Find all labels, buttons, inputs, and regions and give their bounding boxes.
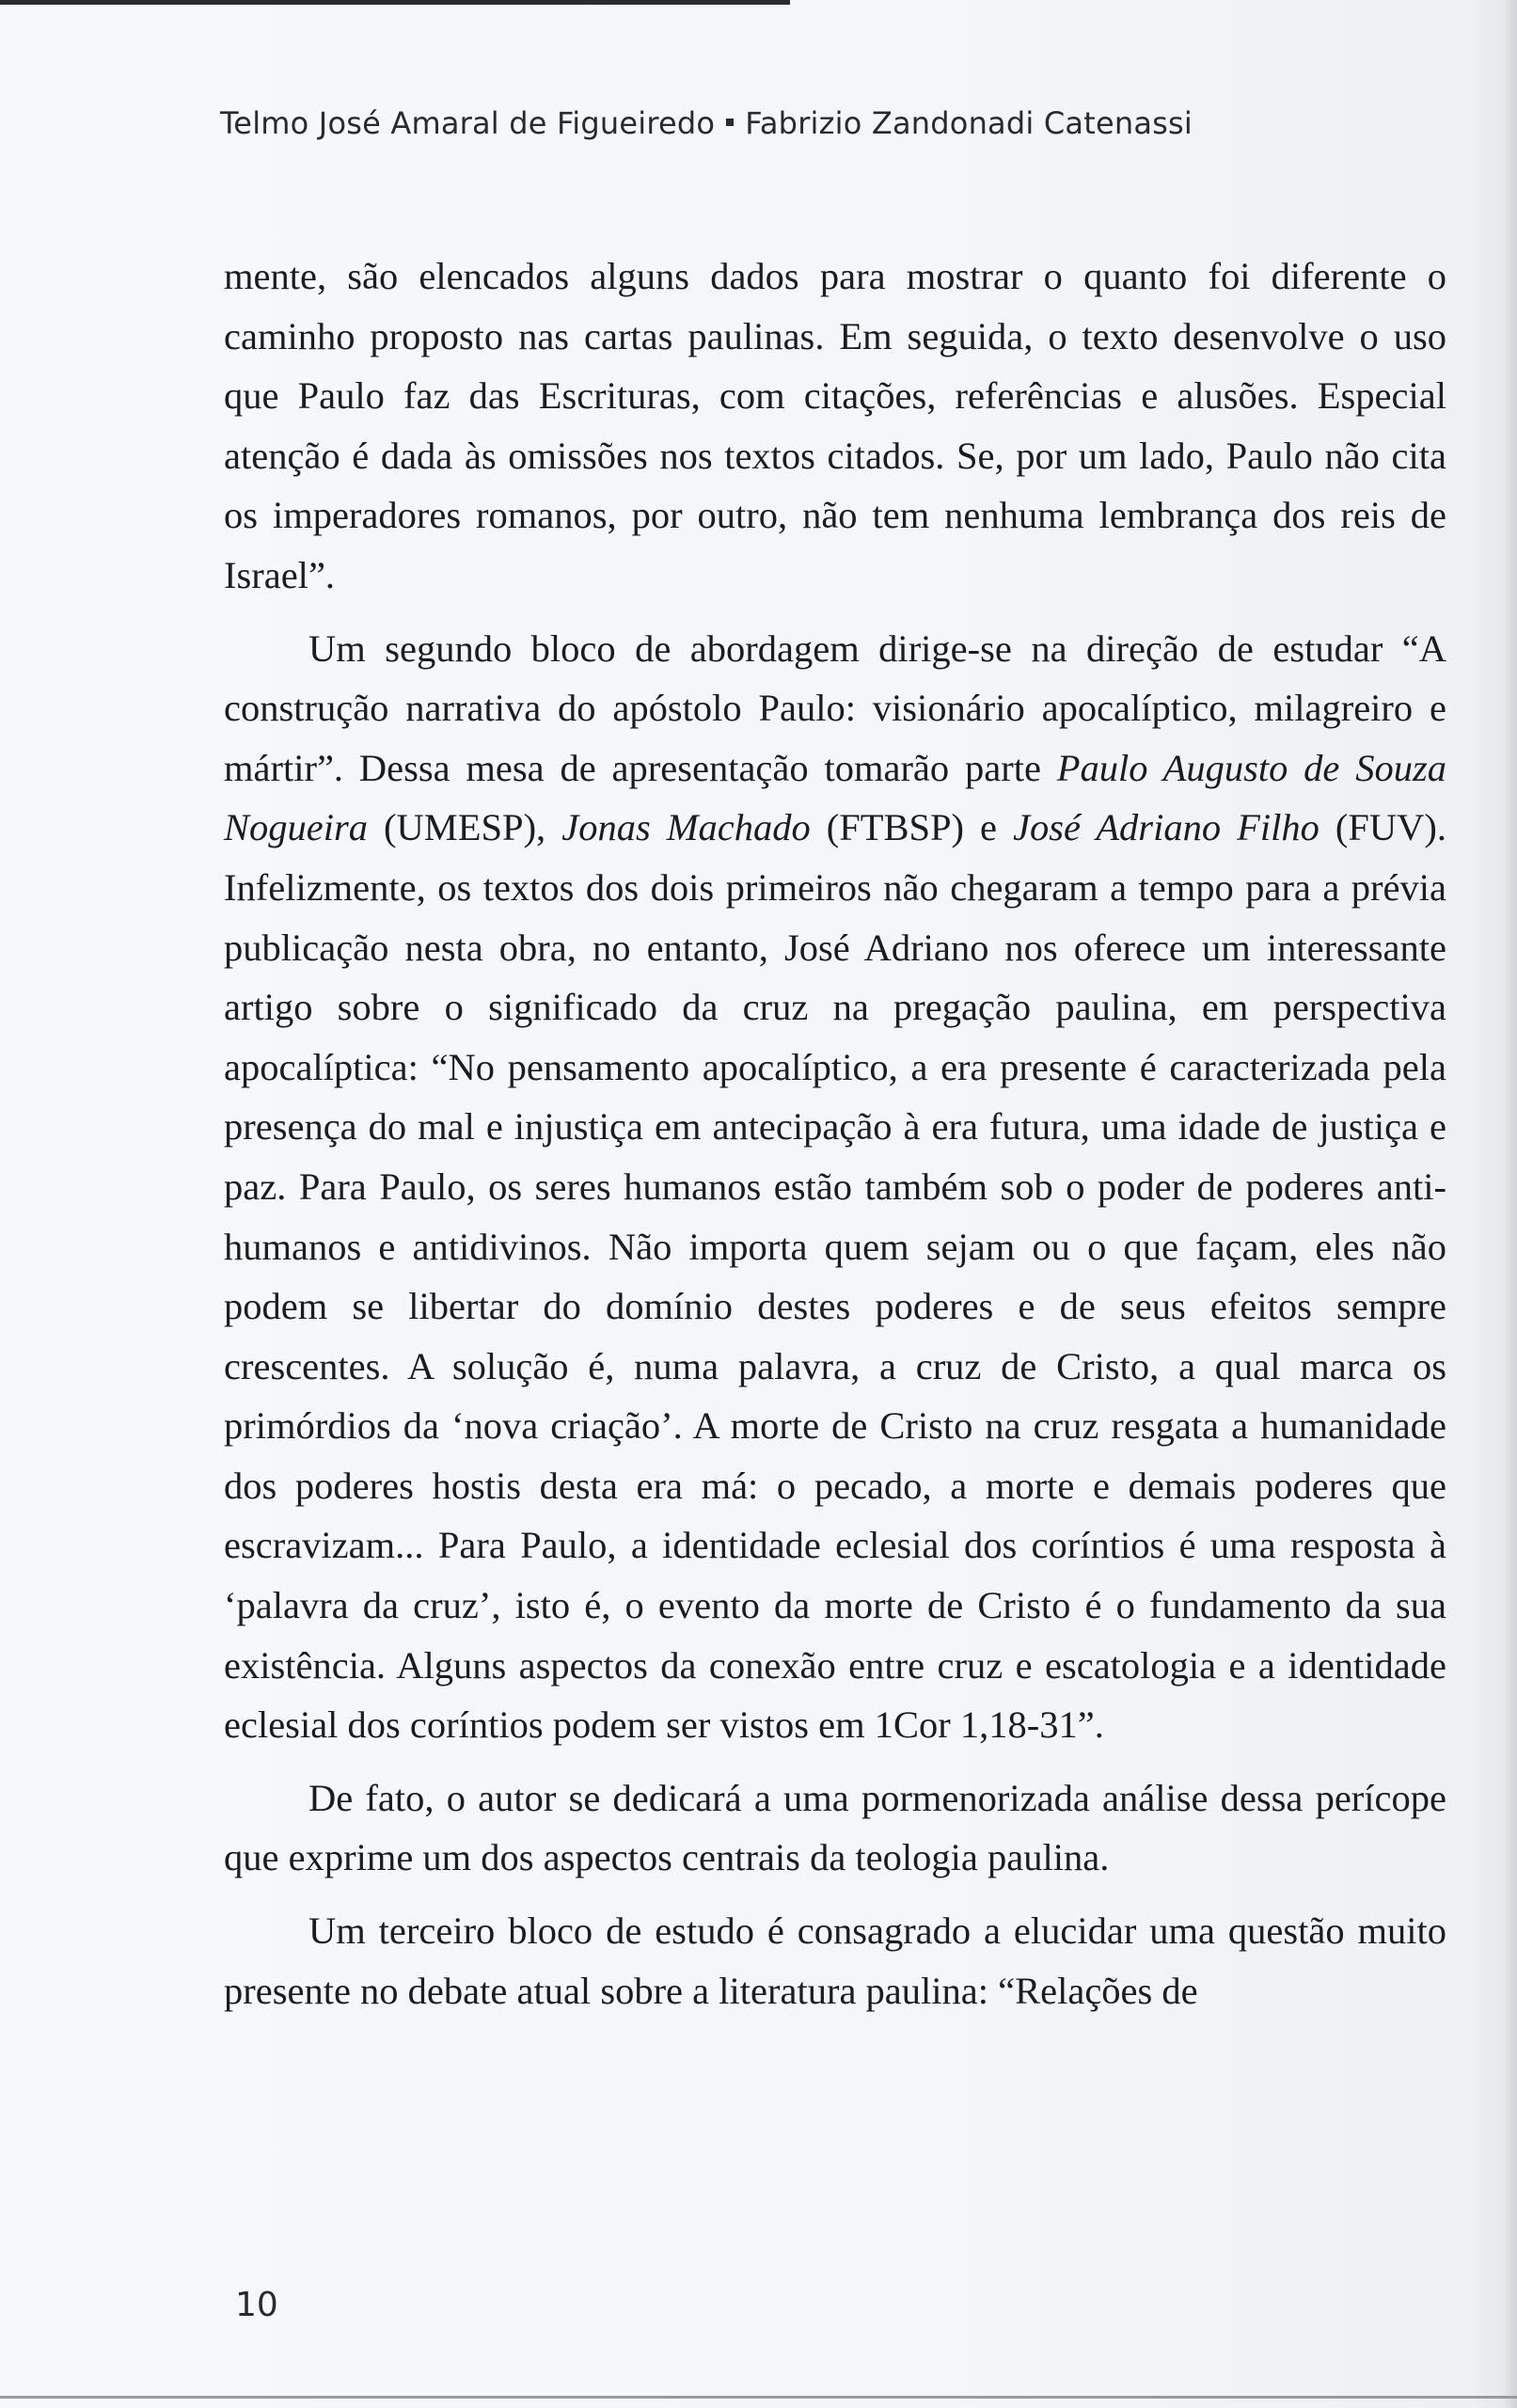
running-head-author-2: Fabrizio Zandonadi Catenassi [745, 105, 1193, 141]
paragraph-2 [224, 619, 1446, 1755]
body-text [224, 246, 1446, 2020]
paragraph-2-part-c: (FTBSP) e [810, 806, 1014, 849]
paragraph-2-part-a: Um segundo bloco de abordagem dirige-se na direção de estudar “A construção narrativa do apóstolo Paulo: visionário apocalíptico, milagreiro e mártir”. Dessa mesa de apresentação tomarão parte [224, 626, 1446, 789]
paragraph-4: Um terceiro bloco de estudo é consagrado a elucidar uma questão muito presente no debate atual sobre a literatura paulina: “Relações de [224, 1909, 1446, 2012]
paragraph-2-part-b: (UMESP), [368, 806, 562, 849]
page-edge-shadow [1504, 0, 1517, 2408]
bottom-rule [0, 2396, 1517, 2399]
author-name-nogueira: Paulo Augusto de Souza Nogueira [224, 746, 1446, 849]
author-name-adriano: José Adriano Filho [1013, 806, 1319, 849]
author-name-machado: Jonas Machado [561, 806, 811, 849]
separator-bullet-icon [726, 119, 734, 126]
paragraph-2-part-d: (FUV). Infelizmente, os textos dos dois primeiros não chegaram a tempo para a prévia publicação nesta obra, no entanto, José Adriano nos oferece um interessante artigo sobre o significado da cruz na pregação paulina, em perspectiva apocalíptica: “No pensamento apocalíptico, a era presente é caracterizada pela presença do mal e injustiça em antecipação à era futura, uma idade de justiça e paz. Para Paulo, os seres humanos estão também sob o poder de poderes anti-humanos e antidivinos. Não importa quem sejam ou o que façam, eles não podem se libertar do domínio destes poderes e de seus efeitos sempre crescentes. A solução é, numa palavra, a cruz de Cristo, a qual marca os primórdios da ‘nova criação’. A morte de Cristo na cruz resgata a humanidade dos poderes hostis desta era má: o pecado, a morte e demais poderes que escravizam... Para Paulo, a identidade eclesial dos coríntios é uma resposta à ‘palavra da cruz’, isto é, o evento da morte de Cristo é o fundamento da sua existência. Alguns aspectos da conexão entre cruz e escatologia e a identidade eclesial dos coríntios podem ser vistos em 1Cor 1,18-31”. [224, 806, 1446, 1747]
paragraph-1: mente, são elencados alguns dados para mostrar o quanto foi diferente o caminho proposto nas cartas paulinas. Em seguida, o texto desenvolve o uso que Paulo faz das Escrituras, com citações, referências e alusões. Especial atenção é dada às omissões nos textos citados. Se, por um lado, Paulo não cita os imperadores romanos, por outro, não tem nenhuma lembrança dos reis de Israel”. [224, 255, 1446, 596]
paragraph-3: De fato, o autor se dedicará a uma pormenorizada análise dessa perícope que exprime um dos aspectos centrais da teologia paulina. [224, 1776, 1446, 1879]
running-head-author-1: Telmo José Amaral de Figueiredo [220, 105, 716, 141]
top-rule [0, 0, 790, 5]
running-head [220, 105, 1193, 141]
page-number: 10 [235, 2286, 278, 2324]
